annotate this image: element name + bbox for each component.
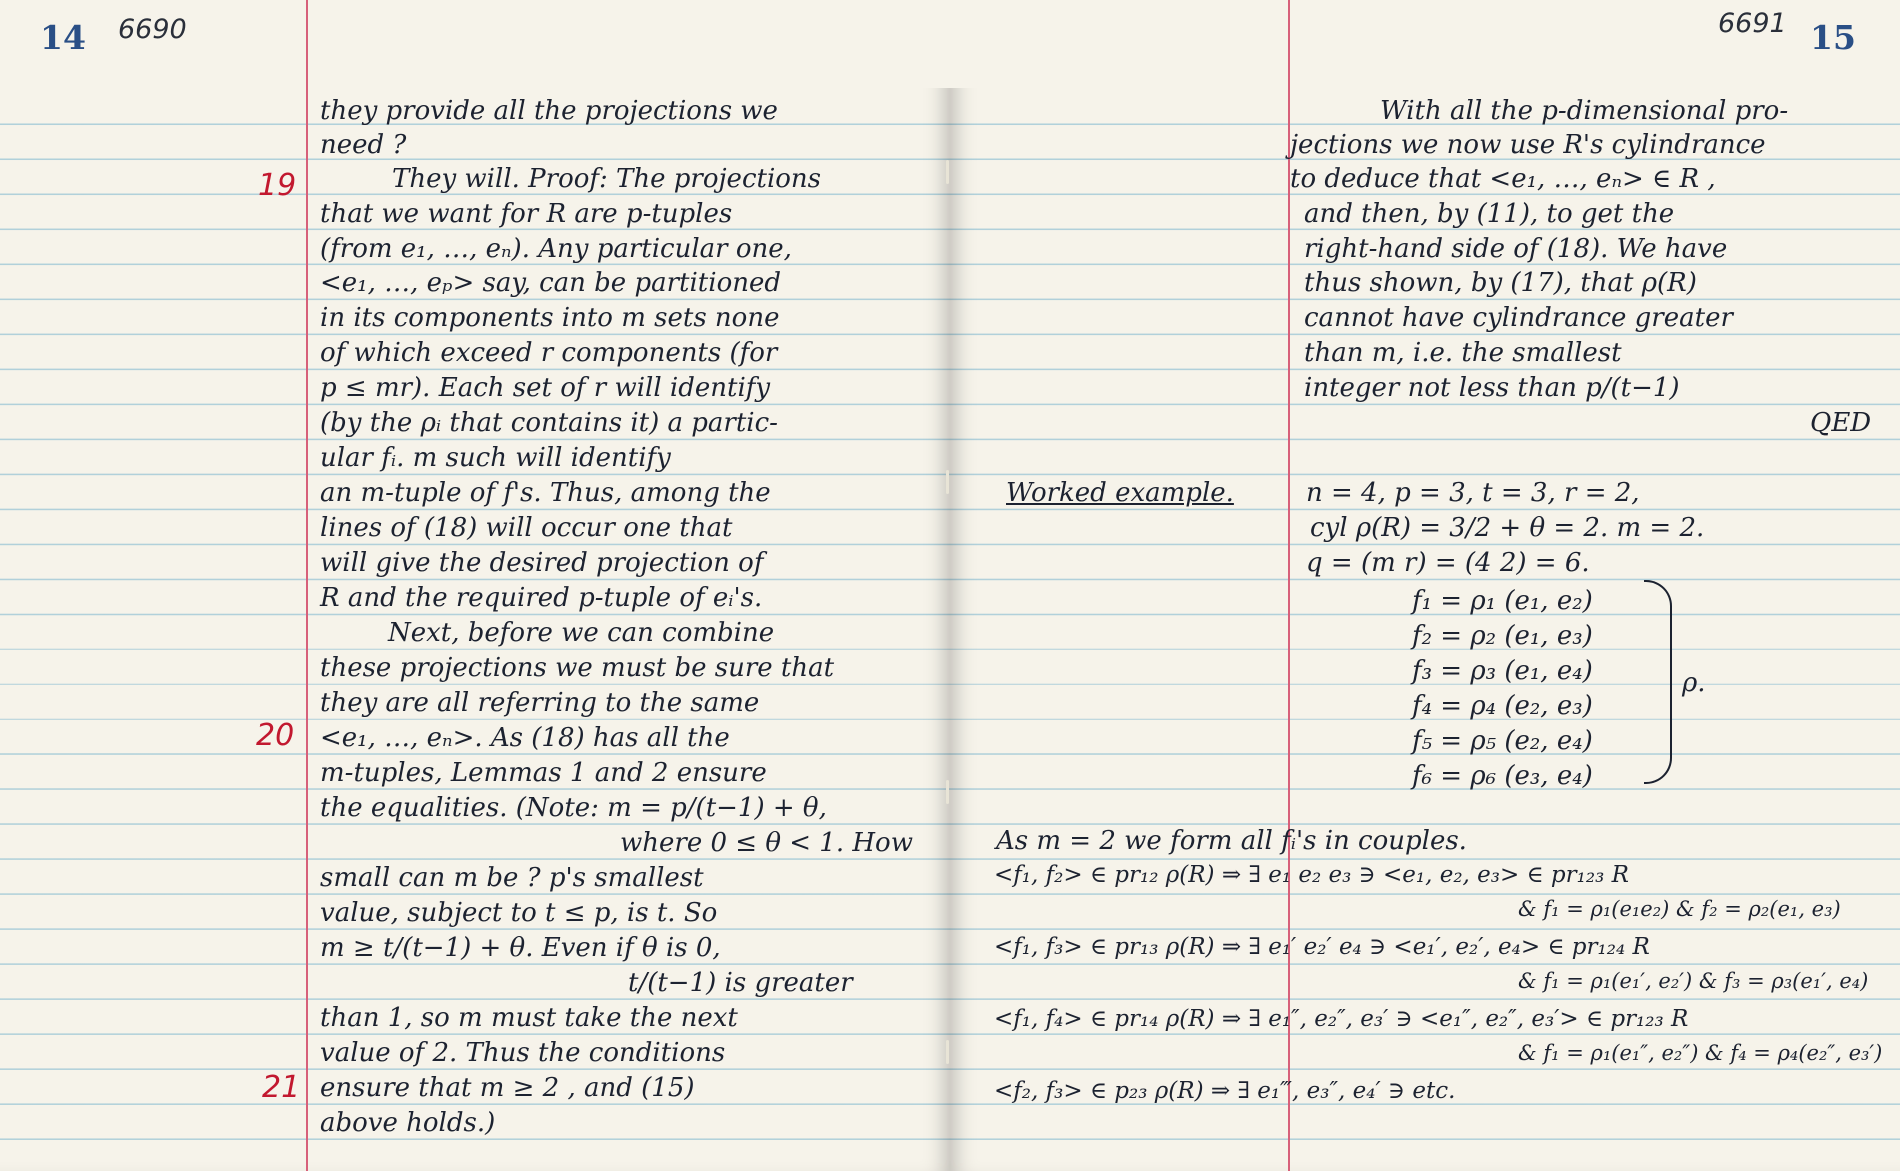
proof-line-4: and then, by (11), to get the xyxy=(1304,199,1675,229)
left-reference-number: 6690 xyxy=(118,14,187,45)
left-line-6: <e₁, …, eₚ> say, can be partitioned xyxy=(320,268,781,298)
proof-line-9: integer not less than p/(t−1) xyxy=(1304,373,1680,403)
f-def-3: f₃ = ρ₃ (e₁, e₄) xyxy=(1412,656,1593,686)
left-line-3: They will. Proof: The projections xyxy=(392,164,822,194)
binding-stitch xyxy=(946,1040,949,1064)
binding-stitch xyxy=(946,470,949,494)
f-def-6: f₆ = ρ₆ (e₃, e₄) xyxy=(1412,761,1593,791)
left-line-13: lines of (18) will occur one that xyxy=(320,513,733,543)
proof-line-6: thus shown, by (17), that ρ(R) xyxy=(1304,268,1697,298)
right-reference-number: 6691 xyxy=(1718,8,1787,39)
left-line-22: where 0 ≤ θ < 1. How xyxy=(620,828,913,858)
f-def-4: f₄ = ρ₄ (e₂, e₃) xyxy=(1412,691,1593,721)
left-line-15: R and the required p-tuple of eᵢ's. xyxy=(320,583,763,613)
left-line-7: in its components into m sets none xyxy=(320,303,780,333)
left-line-28: value of 2. Thus the conditions xyxy=(320,1038,726,1068)
implication-1-conditions: & f₁ = ρ₁(e₁e₂) & f₂ = ρ₂(e₁, e₃) xyxy=(1518,897,1841,921)
margin-number-19: 19 xyxy=(258,168,297,203)
left-line-27: than 1, so m must take the next xyxy=(320,1003,738,1033)
implication-2-conditions: & f₁ = ρ₁(e₁′, e₂′) & f₃ = ρ₃(e₁′, e₄) xyxy=(1518,969,1869,993)
implication-4: <f₂, f₃> ∈ p₂₃ ρ(R) ⇒ ∃ e₁‴, e₃″, e₄′ ∋ etc. xyxy=(994,1078,1456,1104)
example-line-3: q = (m r) = (4 2) = 6. xyxy=(1306,548,1590,578)
left-line-26: t/(t−1) is greater xyxy=(628,968,853,998)
left-line-5: (from e₁, …, eₙ). Any particular one, xyxy=(320,234,792,264)
left-line-11: ular fᵢ. m such will identify xyxy=(320,443,671,473)
right-page xyxy=(950,0,1900,1171)
example-line-2: cyl ρ(R) = 3/2 + θ = 2. m = 2. xyxy=(1310,513,1705,543)
left-line-16: Next, before we can combine xyxy=(388,618,775,648)
implication-3-conditions: & f₁ = ρ₁(e₁″, e₂″) & f₄ = ρ₄(e₂″, e₃′) xyxy=(1518,1041,1883,1065)
proof-line-5: right-hand side of (18). We have xyxy=(1304,234,1728,264)
f-def-2: f₂ = ρ₂ (e₁, e₃) xyxy=(1412,621,1593,651)
proof-line-8: than m, i.e. the smallest xyxy=(1304,338,1622,368)
proof-line-3: to deduce that <e₁, …, eₙ> ∈ R , xyxy=(1290,164,1716,194)
left-line-10: (by the ρᵢ that contains it) a partic- xyxy=(320,408,778,438)
right-page-number: 15 xyxy=(1810,18,1856,57)
left-line-8: of which exceed r components (for xyxy=(320,338,778,368)
left-line-18: they are all referring to the same xyxy=(320,688,760,718)
implication-3: <f₁, f₄> ∈ pr₁₄ ρ(R) ⇒ ∃ e₁″, e₂″, e₃′ ∋ <e₁″, e₂″, e₃′> ∈ pr₁₂₃ R xyxy=(994,1006,1689,1032)
proof-line-2: jections we now use R's cylindrance xyxy=(1290,130,1766,160)
left-line-24: value, subject to t ≤ p, is t. So xyxy=(320,898,718,928)
proof-line-7: cannot have cylindrance greater xyxy=(1304,303,1733,333)
implication-1: <f₁, f₂> ∈ pr₁₂ ρ(R) ⇒ ∃ e₁ e₂ e₃ ∋ <e₁, e₂, e₃> ∈ pr₁₂₃ R xyxy=(994,862,1629,888)
left-line-14: will give the desired projection of xyxy=(320,548,764,578)
left-page-number: 14 xyxy=(40,18,86,57)
left-line-20: m-tuples, Lemmas 1 and 2 ensure xyxy=(320,758,767,788)
worked-example-label: Worked example. xyxy=(1006,478,1234,508)
left-line-25: m ≥ t/(t−1) + θ. Even if θ is 0, xyxy=(320,933,721,963)
proof-line-1: With all the p-dimensional pro- xyxy=(1380,96,1789,126)
right-brace xyxy=(1644,580,1672,784)
example-line-1: n = 4, p = 3, t = 3, r = 2, xyxy=(1306,478,1640,508)
margin-number-20: 20 xyxy=(256,718,295,753)
binding-stitch xyxy=(946,160,949,184)
binding-stitch xyxy=(946,780,949,804)
left-line-2: need ? xyxy=(320,130,407,160)
left-line-29: ensure that m ≥ 2 , and (15) xyxy=(320,1073,695,1103)
f-def-5: f₅ = ρ₅ (e₂, e₄) xyxy=(1412,726,1593,756)
margin-number-21: 21 xyxy=(262,1070,301,1105)
implication-2: <f₁, f₃> ∈ pr₁₃ ρ(R) ⇒ ∃ e₁′ e₂′ e₄ ∋ <e₁′, e₂′, e₄> ∈ pr₁₂₄ R xyxy=(994,934,1650,960)
qed-label: QED xyxy=(1810,408,1872,438)
left-line-21: the equalities. (Note: m = p/(t−1) + θ, xyxy=(320,793,827,823)
left-line-17: these projections we must be sure that xyxy=(320,653,835,683)
left-line-12: an m-tuple of f's. Thus, among the xyxy=(320,478,771,508)
left-line-9: p ≤ mr). Each set of r will identify xyxy=(320,373,771,403)
left-margin-line xyxy=(306,0,308,1171)
f-def-1: f₁ = ρ₁ (e₁, e₂) xyxy=(1412,586,1593,616)
left-line-23: small can m be ? p's smallest xyxy=(320,863,704,893)
left-line-30: above holds.) xyxy=(320,1108,496,1138)
brace-label: ρ. xyxy=(1682,668,1706,698)
left-line-19: <e₁, …, eₙ>. As (18) has all the xyxy=(320,723,730,753)
left-line-4: that we want for R are p-tuples xyxy=(320,199,733,229)
left-line-1: they provide all the projections we xyxy=(320,96,778,126)
couples-heading: As m = 2 we form all fᵢ's in couples. xyxy=(996,826,1467,856)
